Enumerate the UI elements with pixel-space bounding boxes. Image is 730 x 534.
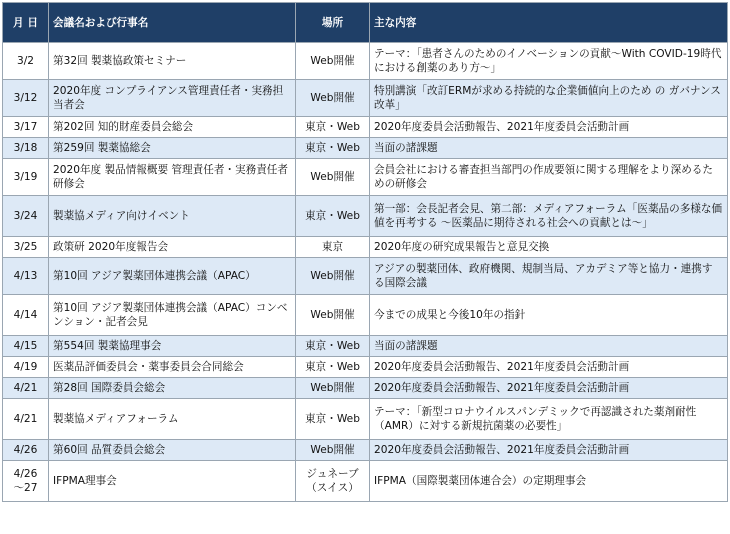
table-row <box>3 357 728 378</box>
row-content: 2020年度委員会活動報告、2021年度委員会活動計画 <box>370 357 728 378</box>
table-row <box>3 258 728 295</box>
row-content: 2020年度委員会活動報告、2021年度委員会活動計画 <box>370 117 728 138</box>
row-name: 製薬協メディア向けイベント <box>49 196 296 237</box>
table-row <box>3 159 728 196</box>
row-content: 特別講演「改訂ERMが求める持続的な企業価値向上のため の ガバナンス改革」 <box>370 80 728 117</box>
row-date: 4/19 <box>3 357 49 378</box>
row-location: Web開催 <box>296 159 370 196</box>
row-date: 4/13 <box>3 258 49 295</box>
row-location: 東京・Web <box>296 357 370 378</box>
table-row <box>3 461 728 502</box>
table-row <box>3 80 728 117</box>
row-date: 4/21 <box>3 378 49 399</box>
row-content: 当面の諸課題 <box>370 138 728 159</box>
row-location: 東京・Web <box>296 117 370 138</box>
header-date: 月 日 <box>3 3 49 43</box>
table-row <box>3 378 728 399</box>
row-date: 3/24 <box>3 196 49 237</box>
row-location: 東京 <box>296 237 370 258</box>
row-name: 第554回 製薬協理事会 <box>49 336 296 357</box>
table-row <box>3 237 728 258</box>
row-content: 第一部：会長記者会見、第二部：メディアフォーラム「医薬品の多様な価値を再考する 〜医薬品に期待される社会への貢献とは〜」 <box>370 196 728 237</box>
row-content: 会員会社における審査担当部門の作成要領に関する理解をより深めるための研修会 <box>370 159 728 196</box>
table-row <box>3 196 728 237</box>
row-date: 4/26 〜27 <box>3 461 49 502</box>
row-date: 3/2 <box>3 43 49 80</box>
row-name: 医薬品評価委員会・薬事委員会合同総会 <box>49 357 296 378</box>
table-row <box>3 138 728 159</box>
row-content: 2020年度の研究成果報告と意見交換 <box>370 237 728 258</box>
row-name: 第60回 品質委員会総会 <box>49 440 296 461</box>
row-content: 今までの成果と今後10年の指針 <box>370 295 728 336</box>
row-content: 2020年度委員会活動報告、2021年度委員会活動計画 <box>370 440 728 461</box>
row-location: Web開催 <box>296 43 370 80</box>
row-location: 東京・Web <box>296 138 370 159</box>
table-row <box>3 399 728 440</box>
row-name: 2020年度 コンプライアンス管理責任者・実務担当者会 <box>49 80 296 117</box>
row-content: アジアの製薬団体、政府機関、規制当局、アカデミア等と協力・連携する国際会議 <box>370 258 728 295</box>
row-date: 3/17 <box>3 117 49 138</box>
row-date: 3/12 <box>3 80 49 117</box>
row-location: Web開催 <box>296 440 370 461</box>
row-name: IFPMA理事会 <box>49 461 296 502</box>
header-content: 主な内容 <box>370 3 728 43</box>
row-location: 東京・Web <box>296 336 370 357</box>
row-name: 政策研 2020年度報告会 <box>49 237 296 258</box>
table-row <box>3 295 728 336</box>
row-name: 第10回 アジア製薬団体連携会議（APAC）コンベンション・記者会見 <box>49 295 296 336</box>
row-name: 2020年度 製品情報概要 管理責任者・実務責任者研修会 <box>49 159 296 196</box>
row-date: 4/15 <box>3 336 49 357</box>
table-row <box>3 440 728 461</box>
row-date: 4/21 <box>3 399 49 440</box>
row-location: 東京・Web <box>296 399 370 440</box>
row-date: 3/25 <box>3 237 49 258</box>
schedule-table <box>2 2 728 502</box>
row-content: テーマ：「患者さんのためのイノベーションの貢献〜With COVID-19時代における創薬のあり方〜」 <box>370 43 728 80</box>
row-date: 3/18 <box>3 138 49 159</box>
row-location: Web開催 <box>296 258 370 295</box>
row-date: 3/19 <box>3 159 49 196</box>
row-name: 第32回 製薬協政策セミナー <box>49 43 296 80</box>
row-content: 当面の諸課題 <box>370 336 728 357</box>
row-content: IFPMA（国際製薬団体連合会）の定期理事会 <box>370 461 728 502</box>
row-location: Web開催 <box>296 378 370 399</box>
row-content: 2020年度委員会活動報告、2021年度委員会活動計画 <box>370 378 728 399</box>
row-location: Web開催 <box>296 295 370 336</box>
row-location: 東京・Web <box>296 196 370 237</box>
header-location: 場所 <box>296 3 370 43</box>
row-date: 4/26 <box>3 440 49 461</box>
row-name: 製薬協メディアフォーラム <box>49 399 296 440</box>
table-row <box>3 117 728 138</box>
row-name: 第28回 国際委員会総会 <box>49 378 296 399</box>
row-name: 第10回 アジア製薬団体連携会議（APAC） <box>49 258 296 295</box>
row-date: 4/14 <box>3 295 49 336</box>
header-name: 会議名および行事名 <box>49 3 296 43</box>
row-name: 第259回 製薬協総会 <box>49 138 296 159</box>
row-name: 第202回 知的財産委員会総会 <box>49 117 296 138</box>
table-row <box>3 43 728 80</box>
header-row <box>3 3 728 43</box>
row-location: Web開催 <box>296 80 370 117</box>
table-row <box>3 336 728 357</box>
row-content: テーマ：「新型コロナウイルスパンデミックで再認識された薬剤耐性（AMR）に対する新規抗菌薬の必要性」 <box>370 399 728 440</box>
row-location: ジュネーブ （スイス） <box>296 461 370 502</box>
